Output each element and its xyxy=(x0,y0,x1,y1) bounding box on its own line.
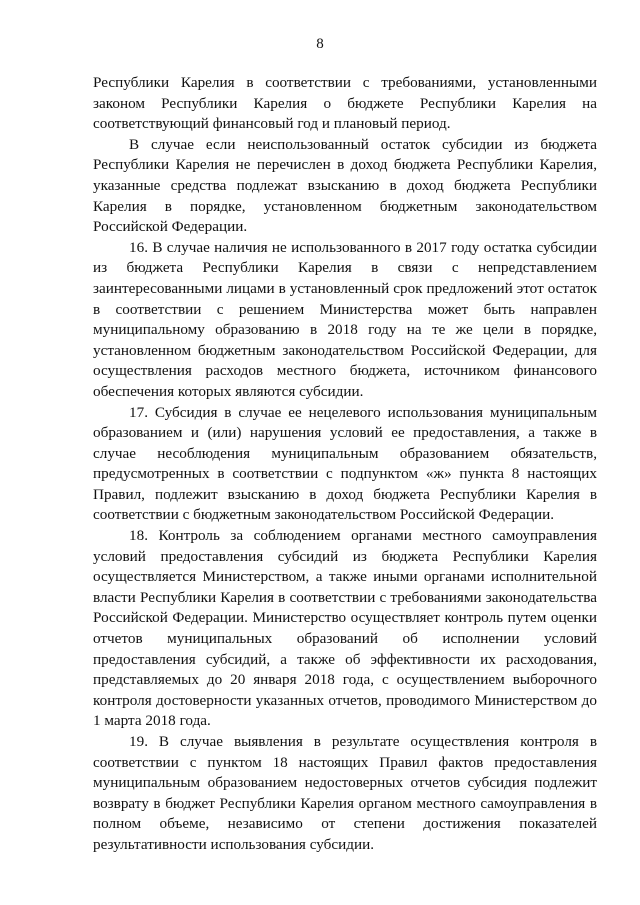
paragraph-18: 18. Контроль за соблюдением органами местного самоуправления условий предоставления субсидий из бюджета Республики Карелия осуществляется Министерством, а также иными органами исполнительной власти Республики Карелия в соответствии с требованиями законодательства Российской Федерации. Министерство осуществляет контроль путем оценки отчетов муниципальных образований об исполнении условий предоставления субсидий, а также об эффективности их расходования, представляемых до 20 января 2018 года, с осуществлением выборочного контроля достоверности указанных отчетов, проводимого Министерством до 1 марта 2018 года. xyxy=(93,527,597,730)
page-number: 8 xyxy=(316,36,324,52)
paragraph-16: 16. В случае наличия не использованного в 2017 году остатка субсидии из бюджета Республики Карелия в связи с непредставлением заинтересованными лицами в установленный срок предложений этот остаток в соответствии с решением Министерства может быть направлен муниципальному образованию в 2018 году на те же цели в порядке, установленном бюджетным законодательством Российской Федерации, для осуществления расходов местного бюджета, источником финансового обеспечения которых являются субсидии. xyxy=(93,238,597,400)
paragraph-17: 17. Субсидия в случае ее нецелевого использования муниципальным образованием и (или) нарушения условий ее предоставления, а также в случае несоблюдения муниципальным образованием обязательств, предусмотренных в соответствии с подпунктом «ж» пункта 8 настоящих Правил, подлежит взысканию в доход бюджета Республики Карелия в соответствии с бюджетным законодательством Российской Федерации. xyxy=(93,403,597,524)
document-body xyxy=(93,73,597,856)
paragraph-19: 19. В случае выявления в результате осуществления контроля в соответствии с пунктом 18 настоящих Правил фактов предоставления муниципальным образованием недостоверных отчетов субсидия подлежит возврату в бюджет Республики Карелия органом местного самоуправления в полном объеме, независимо от степени достижения показателей результативности использования субсидии. xyxy=(93,733,597,853)
paragraph-continuation: Республики Карелия в соответствии с требованиями, установленными законом Республики Карелия о бюджете Республики Карелия на соответствующий финансовый год и плановый период. xyxy=(93,74,597,133)
paragraph-unused-balance: В случае если неиспользованный остаток субсидии из бюджета Республики Карелия не перечислен в доход бюджета Республики Карелия, указанные средства подлежат взысканию в доход бюджета Республики Карелия в порядке, установленном бюджетным законодательством Российской Федерации. xyxy=(93,135,597,236)
